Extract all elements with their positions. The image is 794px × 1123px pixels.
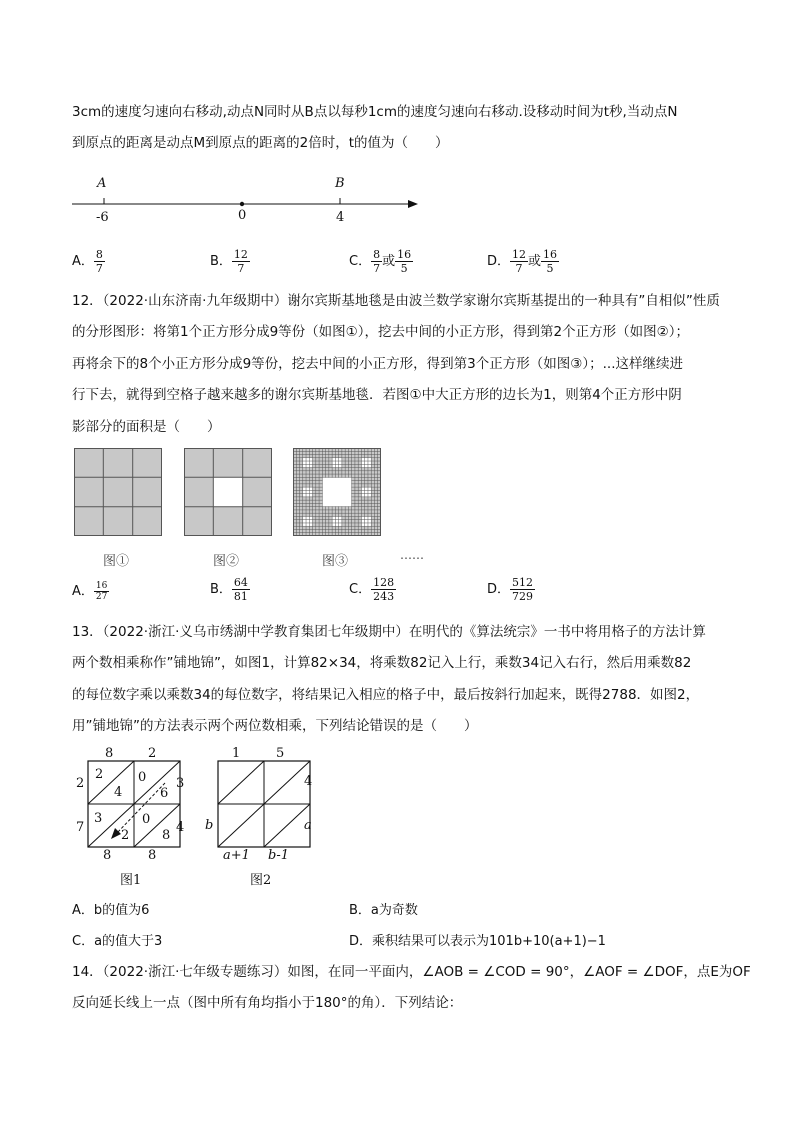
q11-line-2: 到原点的距离是动点M到原点的距离的2倍时，t的值为（ ） [72,135,449,151]
fraction [94,581,109,602]
fig1-cell: 3 [94,811,103,826]
numerator: 12 [512,248,527,261]
q12-option-a[interactable] [72,580,109,602]
q11-option-b[interactable] [210,248,250,275]
fraction [232,576,250,603]
numerator: 8 [373,248,381,261]
q13-option-c[interactable]: C．a的值大于3 [72,934,163,949]
numerator: 16 [543,248,558,261]
caption-figure-3: 图③ [322,554,349,569]
fig2-left-b: b [205,818,214,833]
or-word: 或 [382,254,396,269]
q13-line-1: 13．（2022·浙江·义乌市绣湖中学教育集团七年级期中）在明代的《算法统宗》一书中将用格子的方法计算 [72,624,706,640]
q12-line-2: 的分形图形：将第1个正方形分成9等份（如图①），挖去中间的小正方形，得到第2个正方形（如图②）； [72,324,689,340]
fig1-cell: 8 [162,828,171,843]
fig1-cell: 0 [138,770,147,785]
q13-line-2: 两个数相乘称作”铺地锦”，如图1，计算82×34，将乘数82记入上行，乘数34记入右行，然后用乘数82 [72,655,692,671]
q11-option-a[interactable] [72,248,105,275]
tick-label-b: 4 [336,210,345,225]
denominator: 7 [515,262,523,275]
option-letter: D． [487,254,511,269]
carpet-figure-1 [74,448,162,536]
denominator: 27 [95,592,108,602]
fraction [371,576,396,603]
option-letter: B． [210,254,232,269]
fig1-left-2: 7 [76,820,85,835]
carpet-figure-3 [293,448,381,536]
fig1-cell: 0 [142,812,151,827]
fraction [371,248,382,275]
fig1-cell: 2 [121,828,130,843]
q11-option-d[interactable] [487,248,559,275]
denominator: 729 [512,590,534,603]
fraction [510,576,535,603]
fig2-right-1: 4 [304,774,313,789]
fraction [94,248,105,275]
q13-line-3: 的每位数字乘以乘数34的每位数字，将结果记入相应的格子中，最后按斜行加起来，既得2788．如图2， [72,687,700,703]
lattice-figure-2 [200,744,330,886]
fig2-bottom-1: a+1 [223,848,250,863]
q12-line-5: 影部分的面积是（ ） [72,419,221,435]
fig1-cell: 6 [160,786,169,801]
fig1-bottom-1: 8 [103,848,112,863]
option-letter: A． [72,584,94,599]
q12-option-c[interactable] [349,576,396,603]
q13-option-d[interactable]: D．乘积结果可以表示为101b+10(a+1)−1 [349,934,606,949]
fig1-cell: 2 [95,767,104,782]
denominator: 5 [546,262,554,275]
numerator: 512 [512,576,534,589]
tick-label-a: -6 [96,210,109,225]
denominator: 7 [373,262,381,275]
fig1-top-2: 2 [148,746,157,761]
fig2-top-2: 5 [276,746,285,761]
fig1-cell: 4 [114,785,123,800]
fig1-right-1: 3 [176,776,185,791]
fraction [232,248,250,275]
q12-option-d[interactable] [487,576,535,603]
ellipsis: …… [400,548,424,562]
caption-figure-2: 图② [213,554,240,569]
fig2-right-a: a [304,818,312,833]
fig1-top-1: 8 [105,746,114,761]
option-letter: A． [72,254,94,269]
numerator: 16 [397,248,412,261]
numerator: 12 [233,248,248,261]
denominator: 5 [400,262,408,275]
option-letter: C． [349,254,372,269]
lattice-figure-1 [70,744,200,886]
fig1-left-1: 2 [76,776,85,791]
fraction [541,248,559,275]
q13-option-a[interactable]: A．b的值为6 [72,903,150,918]
q12-line-1: 12．（2022·山东济南·九年级期中）谢尔宾斯基地毯是由波兰数学家谢尔宾斯基提出的一种具有”自相似”性质 [72,293,720,309]
fraction [510,248,528,275]
q14-line-1: 14．（2022·浙江·七年级专题练习）如图，在同一平面内，∠AOB = ∠COD = 90°，∠AOF = ∠DOF，点E为OF [72,964,751,980]
fig2-bottom-2: b-1 [268,848,289,863]
q13-line-4: 用”铺地锦”的方法表示两个两位数相乘，下列结论错误的是（ ） [72,718,478,734]
option-letter: B． [210,582,232,597]
numerator: 8 [95,248,103,261]
numerator: 16 [95,581,108,591]
q11-line-1: 3cm的速度匀速向右移动,动点N同时从B点以每秒1cm的速度匀速向右移动.设移动时间为t秒,当动点N [72,104,678,120]
denominator: 7 [95,262,103,275]
or-word: 或 [528,254,542,269]
denominator: 81 [233,590,248,603]
point-b-label: B [335,176,345,191]
q13-option-b[interactable]: B．a为奇数 [349,903,418,918]
numerator: 128 [373,576,395,589]
option-letter: C． [349,582,372,597]
denominator: 7 [237,262,245,275]
caption-fig1: 图1 [120,873,142,888]
fraction [395,248,413,275]
caption-figure-1: 图① [103,554,130,569]
fig1-bottom-2: 8 [148,848,157,863]
q12-option-b[interactable] [210,576,250,603]
q12-line-4: 行下去，就得到空格子越来越多的谢尔宾斯基地毯．若图①中大正方形的边长为1，则第4个正方形中阴 [72,387,682,403]
caption-fig2: 图2 [250,873,272,888]
denominator: 243 [373,590,395,603]
option-letter: D． [487,582,511,597]
numerator: 64 [233,576,248,589]
q12-line-3: 再将余下的8个小正方形分成9等份，挖去中间的小正方形，得到第3个正方形（如图③）；...这样继续进 [72,356,683,372]
fig2-top-1: 1 [232,746,241,761]
point-a-label: A [97,176,107,191]
fig1-right-2: 4 [176,820,185,835]
tick-label-origin: 0 [238,208,247,223]
carpet-figure-2 [184,448,272,536]
q14-line-2: 反向延长线上一点（图中所有角均指小于180°的角）．下列结论： [72,995,463,1011]
q11-option-c[interactable] [349,248,413,275]
